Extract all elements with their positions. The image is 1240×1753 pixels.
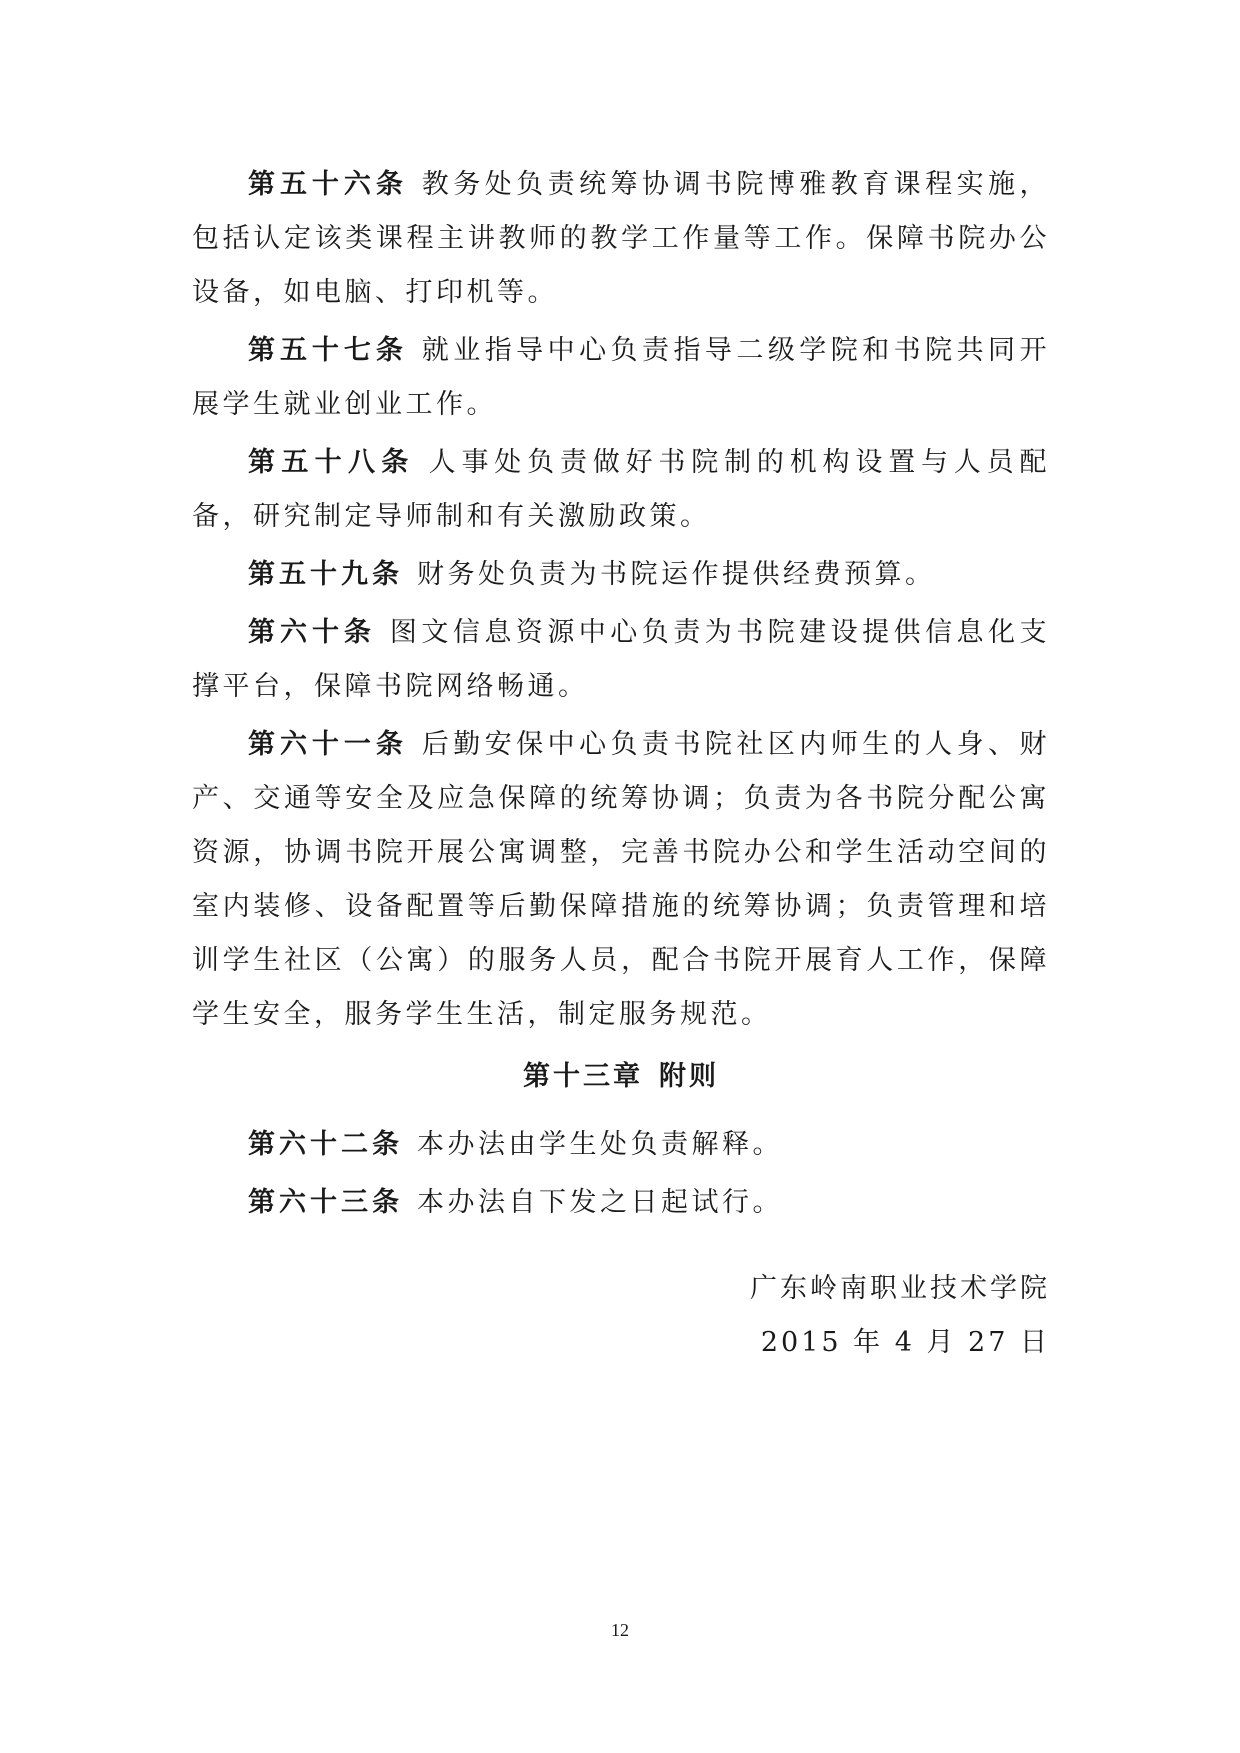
article-text: 后勤安保中心负责书院社区内师生的人身、财产、交通等安全及应急保障的统筹协调；负责为各书院分配公寓资源，协调书院开展公寓调整，完善书院办公和学生活动空间的室内装修、设备配置等后勤保障措施的统筹协调；负责管理和培训学生社区（公寓）的服务人员，配合书院开展育人工作，保障学生安全，服务学生生活，制定服务规范。: [192, 729, 1051, 1030]
article-text: 本办法由学生处负责解释。: [417, 1129, 783, 1160]
article-62: [192, 1118, 1050, 1172]
article-text: 教务处负责统筹协调书院博雅教育课程实施，包括认定该类课程主讲教师的教学工作量等工作。保障书院办公设备，如电脑、打印机等。: [192, 169, 1051, 308]
article-number: 第五十六条: [248, 169, 408, 200]
page-number: 12: [611, 1620, 629, 1640]
article-number: 第六十三条: [248, 1187, 403, 1218]
article-number: 第五十八条: [248, 447, 415, 478]
article-number: 第五十七条: [248, 335, 408, 366]
article-57: [192, 324, 1050, 432]
chapter-name: 附则: [659, 1061, 719, 1092]
document-body: [192, 158, 1050, 1234]
article-number: 第六十条: [248, 617, 376, 648]
article-61: [192, 718, 1050, 1042]
article-text: 本办法自下发之日起试行。: [417, 1187, 783, 1218]
article-number: 第六十二条: [248, 1129, 403, 1160]
article-58: [192, 436, 1050, 544]
article-number: 第六十一条: [248, 729, 408, 760]
article-56: [192, 158, 1050, 320]
article-63: [192, 1176, 1050, 1230]
article-59: [192, 548, 1050, 602]
issuing-organization: 广东岭南职业技术学院: [750, 1273, 1050, 1304]
signature-block: [192, 1262, 1050, 1370]
article-60: [192, 606, 1050, 714]
chapter-number: 第十三章: [523, 1061, 643, 1092]
article-text: 图文信息资源中心负责为书院建设提供信息化支撑平台，保障书院网络畅通。: [192, 617, 1051, 702]
article-text: 就业指导中心负责指导二级学院和书院共同开展学生就业创业工作。: [192, 335, 1051, 420]
chapter-title: [192, 1050, 1050, 1104]
article-text: 财务处负责为书院运作提供经费预算。: [417, 559, 936, 590]
article-number: 第五十九条: [248, 559, 403, 590]
issue-date: 2015 年 4 月 27 日: [760, 1327, 1050, 1358]
article-text: 人事处负责做好书院制的机构设置与人员配备，研究制定导师制和有关激励政策。: [192, 447, 1051, 532]
